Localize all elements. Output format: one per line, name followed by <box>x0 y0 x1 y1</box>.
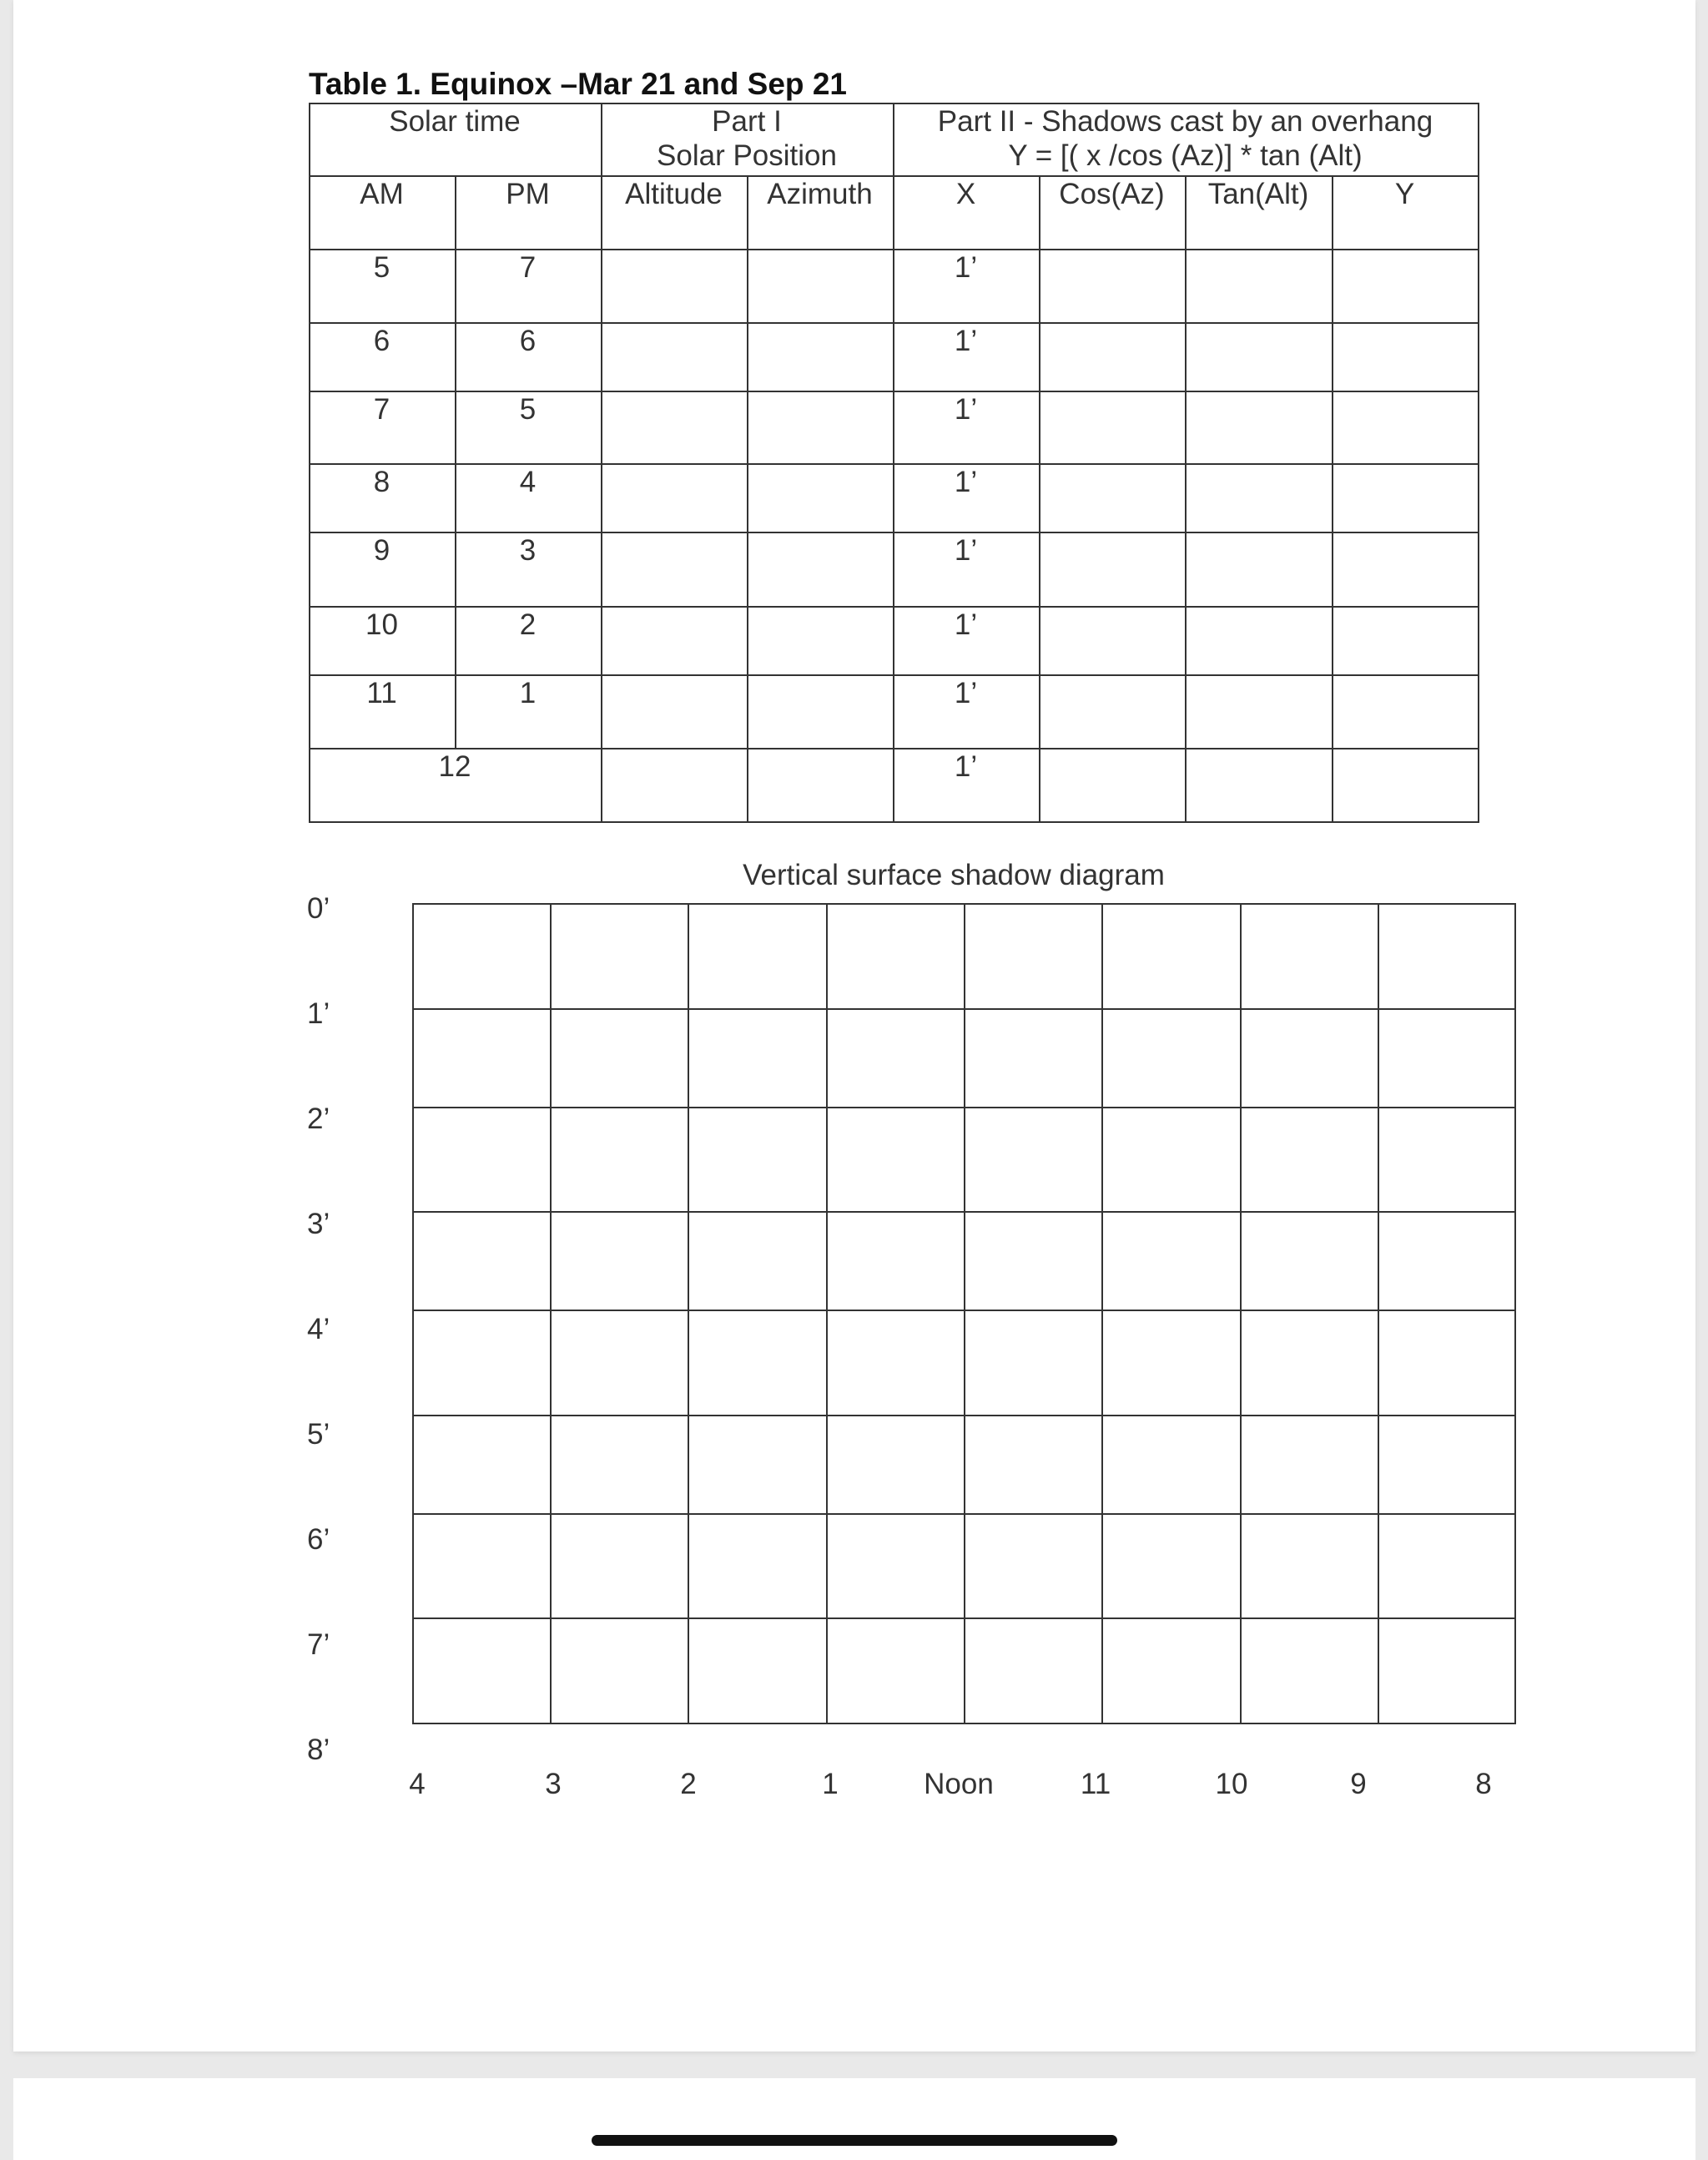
diagram-grid-line <box>1378 903 1379 1723</box>
column-header: Altitude <box>625 178 723 210</box>
pm-hour-cell: 3 <box>519 534 537 567</box>
solar-time-header: Solar time <box>389 105 521 138</box>
diagram-title: Vertical surface shadow diagram <box>743 859 1165 891</box>
diagram-grid-line <box>412 903 414 1723</box>
x-axis-label: 11 <box>1080 1768 1111 1800</box>
x-value-cell: 1’ <box>954 750 978 783</box>
am-hour-cell: 11 <box>366 677 397 709</box>
solar-position-header: Solar Position <box>657 139 837 172</box>
bottom-bar <box>13 2078 1695 2160</box>
column-header: Cos(Az) <box>1059 178 1165 210</box>
part1-header: Part I <box>712 105 782 138</box>
am-hour-cell: 6 <box>373 325 390 357</box>
am-hour-cell: 5 <box>373 251 390 284</box>
pm-hour-cell: 6 <box>519 325 537 357</box>
x-value-cell: 1’ <box>954 608 978 641</box>
diagram-grid-line <box>1240 903 1242 1723</box>
am-hour-cell: 7 <box>373 393 390 426</box>
x-axis-label: 8 <box>1475 1768 1492 1800</box>
diagram-grid-line <box>1101 903 1103 1723</box>
column-header: Y <box>1394 178 1415 210</box>
y-axis-label: 2’ <box>307 1103 330 1135</box>
am-hour-cell: 10 <box>365 608 398 641</box>
x-value-cell: 1’ <box>954 251 978 284</box>
x-value-cell: 1’ <box>954 466 978 498</box>
table-border-bottom <box>309 821 1479 823</box>
table-col-line <box>1332 175 1333 821</box>
x-axis-label: Noon <box>924 1768 994 1800</box>
diagram-grid-line <box>1514 903 1516 1723</box>
x-axis-label: 1 <box>822 1768 839 1800</box>
x-axis-label: 3 <box>545 1768 562 1800</box>
x-value-cell: 1’ <box>954 325 978 357</box>
pm-hour-cell: 7 <box>519 251 537 284</box>
y-axis-label: 4’ <box>307 1313 330 1345</box>
column-header: Tan(Alt) <box>1207 178 1309 210</box>
y-axis-label: 0’ <box>307 892 330 925</box>
column-header: X <box>955 178 976 210</box>
column-header: AM <box>360 178 404 210</box>
x-value-cell: 1’ <box>954 534 978 567</box>
y-axis-label: 6’ <box>307 1523 330 1556</box>
x-axis-label: 10 <box>1215 1768 1248 1800</box>
y-axis-label: 5’ <box>307 1418 330 1451</box>
x-axis-label: 9 <box>1350 1768 1367 1800</box>
noon-hour-cell: 12 <box>438 750 471 783</box>
pm-hour-cell: 1 <box>519 677 537 709</box>
pm-hour-cell: 2 <box>519 608 537 641</box>
diagram-grid-line <box>550 903 552 1723</box>
diagram-grid-line <box>964 903 965 1723</box>
table-title: Table 1. Equinox –Mar 21 and Sep 21 <box>309 67 847 101</box>
y-axis-label: 7’ <box>307 1628 330 1661</box>
home-indicator[interactable] <box>592 2135 1117 2146</box>
pm-hour-cell: 4 <box>519 466 537 498</box>
am-hour-cell: 8 <box>373 466 390 498</box>
diagram-grid-line <box>688 903 689 1723</box>
x-axis-label: 2 <box>680 1768 697 1800</box>
x-value-cell: 1’ <box>954 393 978 426</box>
y-axis-label: 3’ <box>307 1208 330 1240</box>
diagram-grid-line <box>826 903 828 1723</box>
column-header: PM <box>506 178 550 210</box>
x-axis-label: 4 <box>409 1768 426 1800</box>
column-header: Azimuth <box>767 178 873 210</box>
x-value-cell: 1’ <box>954 677 978 709</box>
shadow-formula: Y = [( x /cos (Az)] * tan (Alt) <box>1008 139 1363 172</box>
y-axis-label: 1’ <box>307 997 330 1030</box>
y-axis-label: 8’ <box>307 1734 330 1766</box>
pm-hour-cell: 5 <box>519 393 537 426</box>
part2-header: Part II - Shadows cast by an overhang <box>937 105 1433 138</box>
diagram-grid-line <box>412 1723 1516 1724</box>
am-hour-cell: 9 <box>373 534 390 567</box>
worksheet-page <box>13 0 1695 2051</box>
